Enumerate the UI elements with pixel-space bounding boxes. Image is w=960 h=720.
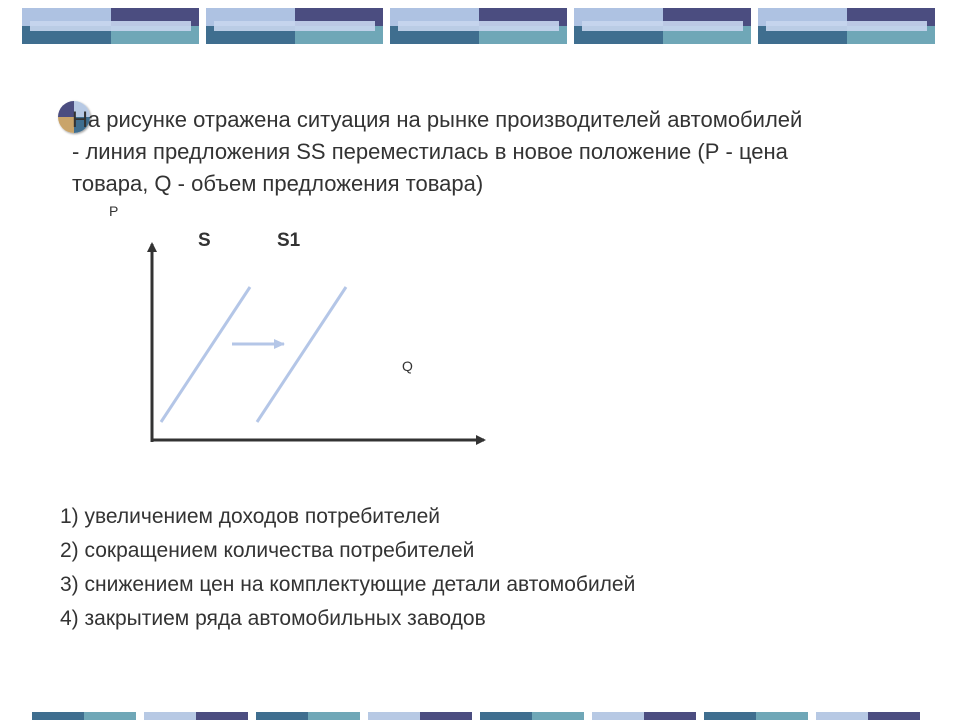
supply-label-s: S <box>198 230 211 251</box>
footer-strip <box>32 712 932 720</box>
supply-label-s1: S1 <box>277 230 301 251</box>
answer-option-1[interactable]: 1) увеличением доходов потребителей <box>60 505 441 528</box>
answer-option-4[interactable]: 4) закрытием ряда автомобильных заводов <box>60 607 486 630</box>
answer-option-3[interactable]: 3) снижением цен на комплектующие детали автомобилей <box>60 573 636 596</box>
supply-line-s <box>161 287 250 422</box>
question-text: На рисунке отражена ситуация на рынке производителей автомобилей - линия предложения SS переместилась в новое положение (Р - цена товара, Q - объем предложения товара) <box>72 107 803 196</box>
supply-line-s1 <box>257 287 346 422</box>
p-axis-label: P <box>109 203 119 219</box>
answer-option-2[interactable]: 2) сокращением количества потребителей <box>60 539 475 562</box>
answer-options <box>60 505 635 641</box>
q-axis-label: Q <box>402 358 413 374</box>
